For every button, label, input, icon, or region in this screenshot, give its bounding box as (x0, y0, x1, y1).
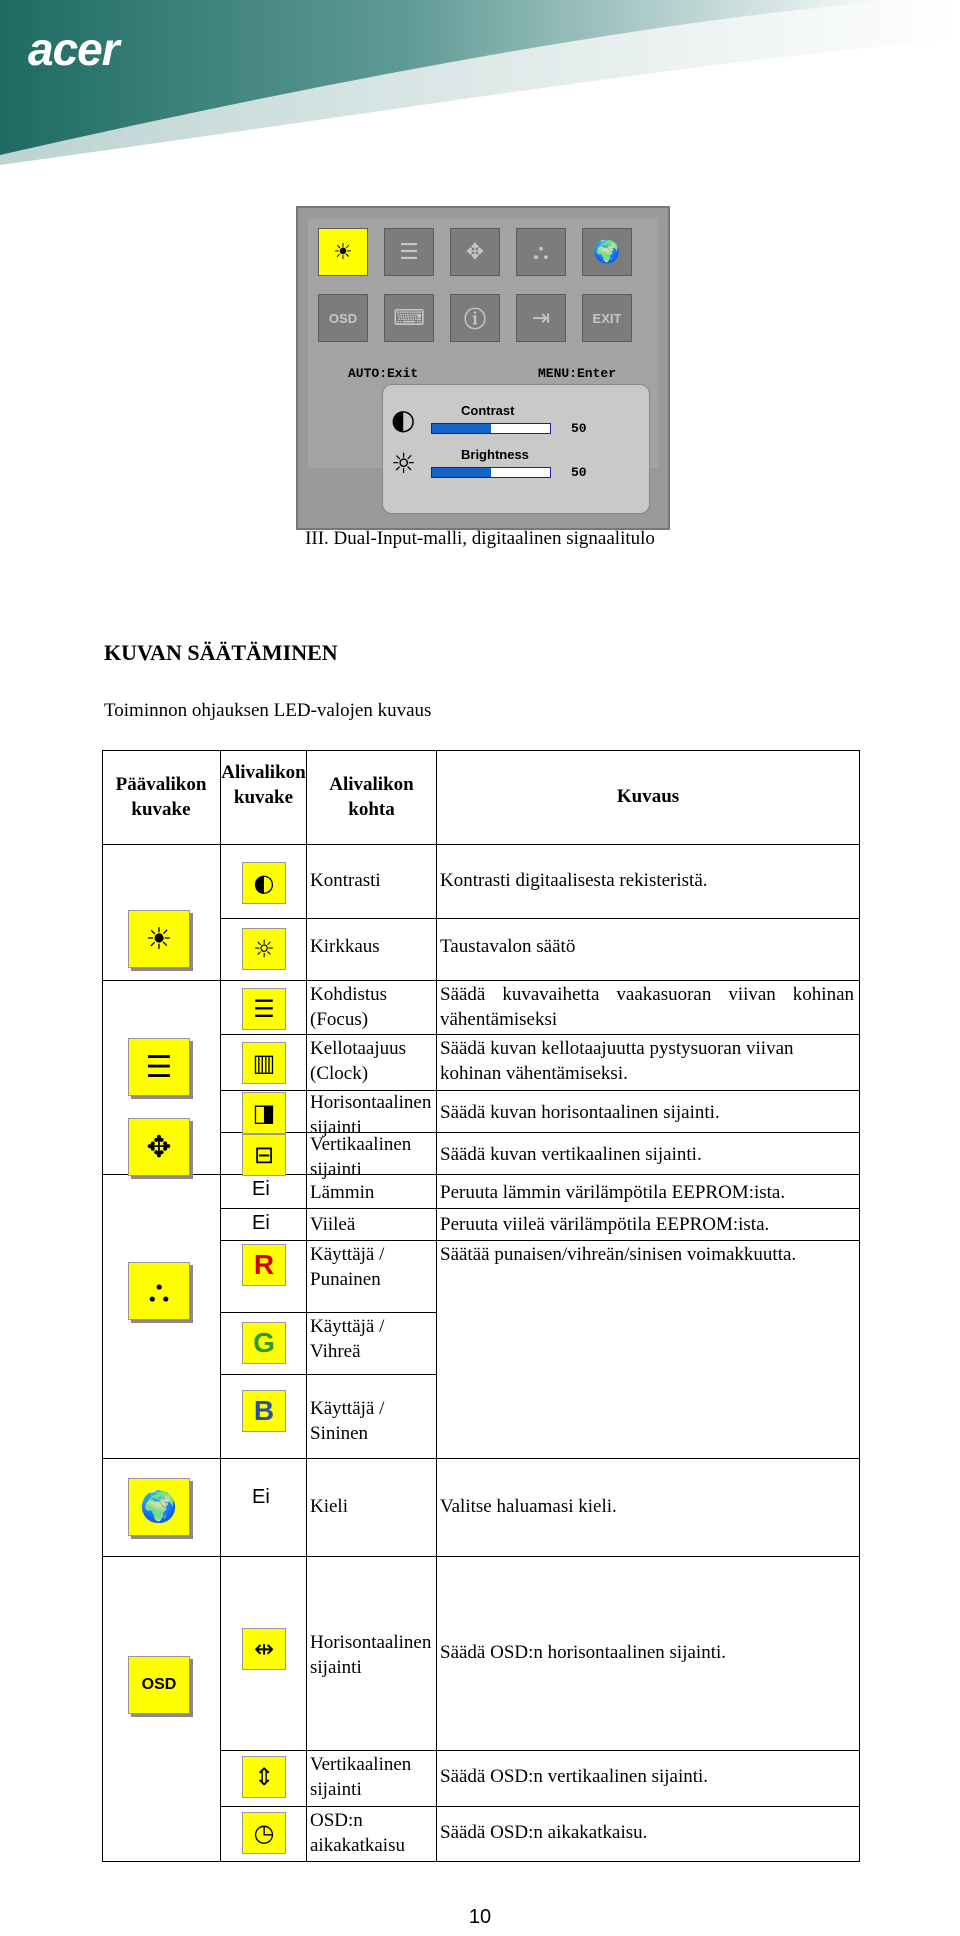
desc-osd-h-position: Säädä OSD:n horisontaalinen sijainti. (440, 1642, 727, 1663)
osd-auto-label: AUTO:Exit (348, 366, 419, 381)
desc-brightness: Taustavalon säätö (440, 936, 576, 957)
osd-h-position-sub-icon: ⇹ (242, 1628, 286, 1670)
desc-v-position: Säädä kuvan vertikaalinen sijainti. (440, 1144, 702, 1165)
desc-clock: Säädä kuvan kellotaajuutta pystysuoran viivan kohinan vähentämiseksi. (440, 1038, 794, 1084)
table-row-line (220, 918, 860, 919)
brightness-bar (431, 467, 551, 478)
position-main-icon: ✥ (128, 1118, 190, 1176)
table-row-line (102, 1556, 860, 1557)
contrast-bar (431, 423, 551, 434)
brightness-icon: ☼ (391, 447, 417, 480)
h-position-sub-icon: ◨ (242, 1092, 286, 1134)
osd-screenshot (296, 206, 670, 530)
contrast-sub-icon: ◐ (242, 862, 286, 904)
position-menu-icon: ✥ (450, 228, 500, 276)
table-border (102, 1861, 860, 1862)
osd-v-position-sub-icon: ⇕ (242, 1756, 286, 1798)
input-menu-icon: ⇥ (516, 294, 566, 342)
item-warm: Lämmin (310, 1182, 375, 1203)
desc-cool: Peruuta viileä värilämpötila EEPROM:ista. (440, 1214, 770, 1235)
page-header (0, 0, 960, 170)
table-row-line (102, 1458, 860, 1459)
contrast-bar-fill (432, 424, 491, 433)
acer-logo: acer (28, 23, 119, 75)
item-user-blue: Käyttäjä / Sininen (310, 1398, 385, 1444)
section-heading: KUVAN SÄÄTÄMINEN (104, 640, 338, 665)
v-position-sub-icon: ⊟ (242, 1134, 286, 1176)
table-border (102, 750, 860, 751)
item-user-red: Käyttäjä / Punainen (310, 1244, 385, 1290)
page-number: 10 (468, 1906, 492, 1928)
warm-sub-icon-none: Ei (252, 1178, 270, 1200)
cool-sub-icon-none: Ei (252, 1212, 270, 1234)
item-user-green: Käyttäjä / Vihreä (310, 1316, 385, 1362)
desc-language: Valitse haluamasi kieli. (440, 1496, 617, 1517)
brightness-bar-fill (432, 468, 491, 477)
table-border (102, 750, 103, 1862)
item-v-position: Vertikaalinen sijainti (310, 1134, 412, 1180)
focus-menu-icon: ☰ (384, 228, 434, 276)
table-row-line (102, 844, 860, 845)
red-sub-icon: R (242, 1244, 286, 1286)
led-description-table (102, 750, 860, 1862)
desc-warm: Peruuta lämmin värilämpötila EEPROM:ista. (440, 1182, 786, 1203)
desc-osd-timeout: Säädä OSD:n aikakatkaisu. (440, 1822, 648, 1843)
item-focus: Kohdistus (Focus) (310, 984, 388, 1030)
table-row-line (220, 1806, 860, 1807)
table-row-line (220, 1208, 860, 1209)
contrast-label: Contrast (461, 403, 515, 418)
table-col-line (436, 750, 437, 1862)
keyboard-menu-icon: ⌨ (384, 294, 434, 342)
item-osd-h-position: Horisontaalinen sijainti (310, 1632, 432, 1678)
table-col-line (306, 750, 307, 1862)
green-sub-icon: G (242, 1322, 286, 1364)
language-menu-icon: 🌍 (582, 228, 632, 276)
item-language: Kieli (310, 1496, 348, 1517)
clock-sub-icon: ▥ (242, 1042, 286, 1084)
desc-focus: Säädä kuvavaihetta vaakasuoran viivan kohinan vähentämiseksi (440, 984, 854, 1030)
focus-main-icon: ☰ (128, 1038, 190, 1096)
osd-timeout-sub-icon: ◷ (242, 1812, 286, 1854)
contrast-icon: ◐ (391, 403, 416, 436)
item-brightness: Kirkkaus (310, 936, 380, 957)
desc-h-position: Säädä kuvan horisontaalinen sijainti. (440, 1102, 720, 1123)
section-subheading: Toiminnon ohjauksen LED-valojen kuvaus (104, 700, 432, 721)
figure-caption: III. Dual-Input-malli, digitaalinen signaalitulo (305, 528, 655, 549)
item-osd-v-position: Vertikaalinen sijainti (310, 1754, 412, 1800)
contrast-value: 50 (571, 421, 587, 436)
language-main-icon: 🌍 (128, 1478, 190, 1536)
brightness-menu-icon: ☀ (318, 228, 368, 276)
osd-slider-panel (382, 384, 650, 514)
focus-sub-icon: ☰ (242, 988, 286, 1030)
table-row-line (102, 1174, 860, 1175)
brightness-main-icon: ☀ (128, 910, 190, 968)
desc-contrast: Kontrasti digitaalisesta rekisteristä. (440, 870, 708, 891)
info-menu-icon: ⓘ (450, 294, 500, 342)
desc-osd-v-position: Säädä OSD:n vertikaalinen sijainti. (440, 1766, 709, 1787)
item-h-position: Horisontaalinen sijainti (310, 1092, 432, 1138)
osd-menu-label: MENU:Enter (538, 366, 617, 381)
brightness-sub-icon: ☼ (242, 928, 286, 970)
table-row-line (220, 1750, 860, 1751)
brightness-label: Brightness (461, 447, 529, 462)
brightness-value: 50 (571, 465, 587, 480)
osd-main-icon: OSD (128, 1656, 190, 1714)
table-row-line (220, 1374, 436, 1375)
header-sub-icon: Alivalikon kuvake (221, 762, 306, 808)
table-row-line (102, 980, 860, 981)
item-cool: Viileä (310, 1214, 356, 1235)
header-banner (0, 0, 960, 170)
table-row-line (220, 1312, 436, 1313)
item-contrast: Kontrasti (310, 870, 381, 891)
exit-menu-icon: EXIT (582, 294, 632, 342)
color-menu-icon: ⛬ (516, 228, 566, 276)
osd-menu-icon: OSD (318, 294, 368, 342)
language-sub-icon-none: Ei (252, 1486, 270, 1508)
table-border (859, 750, 860, 1862)
header-description: Kuvaus (616, 786, 680, 807)
header-sub-item: Alivalikon kohta (329, 774, 414, 820)
item-clock: Kellotaajuus (Clock) (310, 1038, 407, 1084)
header-main-icon: Päävalikon kuvake (115, 774, 207, 820)
table-row-line (220, 1034, 860, 1035)
color-main-icon: ⛬ (128, 1262, 190, 1320)
table-row-line (220, 1240, 860, 1241)
item-osd-timeout: OSD:n aikakatkaisu (310, 1810, 405, 1856)
blue-sub-icon: B (242, 1390, 286, 1432)
table-col-line (220, 750, 221, 1862)
desc-user-color: Säätää punaisen/vihreän/sinisen voimakkuutta. (440, 1244, 797, 1265)
